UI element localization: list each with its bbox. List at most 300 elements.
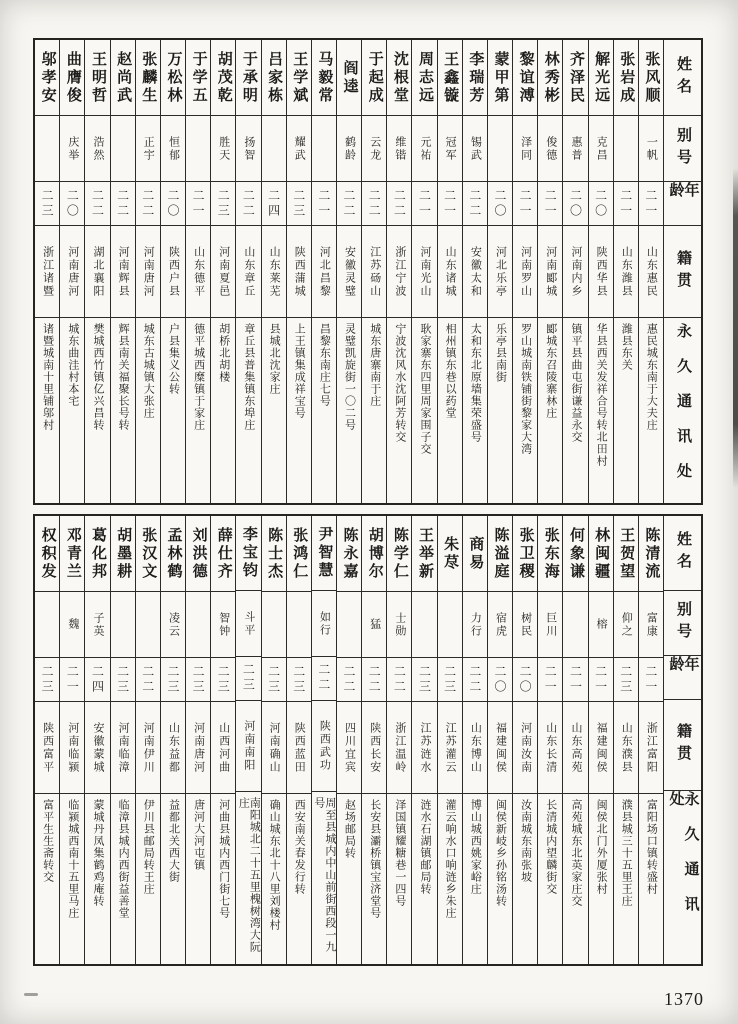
age-cell: 二二 (362, 182, 386, 226)
entry-column (438, 516, 463, 964)
name-cell: 陈永嘉 (337, 516, 361, 592)
name-cell: 张岩成 (614, 40, 638, 116)
origin-cell: 陕西户县 (161, 226, 185, 318)
origin-cell: 河南唐河 (186, 702, 210, 794)
name-cell: 邬孝安 (35, 40, 59, 116)
origin-cell: 河南唐河 (60, 226, 84, 318)
name-cell: 林闽疆 (589, 516, 613, 592)
header-alias: 别号 (664, 116, 701, 182)
age-cell: 二二 (387, 658, 411, 702)
alias-cell: 惠普 (563, 116, 587, 182)
address-cell: 唐河大河屯镇 (192, 799, 205, 871)
entry-column (111, 40, 136, 503)
age-cell: 二三 (614, 658, 638, 702)
age-cell: 二〇 (60, 182, 84, 226)
entry-column (161, 40, 186, 503)
entry-column (161, 516, 186, 964)
address-cell: 昌黎东南庄七号 (318, 323, 331, 407)
entry-column (387, 40, 412, 503)
address-cell: 高苑城东北英家庄交 (569, 799, 582, 907)
name-cell: 张卫稷 (513, 516, 537, 592)
name-cell: 吕家栋 (262, 40, 286, 116)
age-cell: 二二 (136, 182, 160, 226)
header-address: 永久通讯处 (675, 323, 691, 498)
age-cell: 二〇 (513, 658, 537, 702)
age-cell: 二〇 (488, 658, 512, 702)
age-cell: 二二 (387, 182, 411, 226)
address-cell: 益都北关西大街 (167, 799, 180, 883)
origin-cell: 河南唐河 (136, 226, 160, 318)
address-cell: 耿家寨东四里周家围子交 (419, 323, 432, 455)
entry-column (236, 516, 261, 964)
header-column (664, 40, 701, 503)
address-cell: 潍县东关 (620, 323, 633, 371)
name-cell: 曲膺俊 (60, 40, 84, 116)
name-cell: 张东海 (538, 516, 562, 592)
name-cell: 张鸿仁 (287, 516, 311, 592)
entry-column (287, 516, 312, 964)
age-cell: 二一 (412, 182, 436, 226)
origin-cell: 江苏涟水 (412, 702, 436, 794)
name-cell: 胡墨耕 (111, 516, 135, 592)
origin-cell: 山东益都 (161, 702, 185, 794)
name-cell: 于承明 (236, 40, 260, 116)
address-cell: 樊城西竹镇亿兴昌转 (91, 323, 104, 431)
header-column (664, 516, 701, 964)
age-cell: 二一 (60, 658, 84, 702)
age-cell: 二三 (111, 658, 135, 702)
entry-column (362, 40, 387, 503)
address-cell: 城东古城镇大张庄 (142, 323, 155, 419)
name-cell: 张麟生 (136, 40, 160, 116)
origin-cell: 福建闽侯 (488, 702, 512, 794)
age-cell: 二〇 (161, 182, 185, 226)
origin-cell: 江苏砀山 (362, 226, 386, 318)
entry-column (35, 516, 60, 964)
age-cell: 二一 (538, 658, 562, 702)
name-cell: 陈清流 (639, 516, 663, 592)
address-cell: 镇平县曲屯街谦益永交 (569, 323, 582, 443)
origin-cell: 河南确山 (262, 702, 286, 794)
entry-column (412, 40, 437, 503)
age-cell: 二一 (538, 182, 562, 226)
alias-cell: 猛 (362, 592, 386, 658)
origin-cell: 河南内乡 (563, 226, 587, 318)
name-cell: 齐泽民 (563, 40, 587, 116)
age-cell: 二三 (211, 182, 235, 226)
origin-cell: 陕西武功 (312, 701, 336, 792)
address-cell: 灌云响水口响涟乡朱庄 (444, 799, 457, 919)
entry-column (362, 516, 387, 964)
age-cell: 二〇 (563, 182, 587, 226)
origin-cell: 浙江宁波 (387, 226, 411, 318)
name-cell: 张风顺 (639, 40, 663, 116)
alias-cell (186, 592, 210, 658)
header-origin: 籍贯 (664, 226, 701, 318)
alias-cell: 俊德 (538, 116, 562, 182)
age-cell: 二三 (236, 657, 260, 701)
age-cell: 二三 (287, 182, 311, 226)
name-cell: 葛化邦 (85, 516, 109, 592)
entry-column (513, 40, 538, 503)
entry-column (614, 516, 639, 964)
alias-cell (412, 592, 436, 658)
entry-column (412, 516, 437, 964)
origin-cell: 河南郾城 (538, 226, 562, 318)
age-cell: 二三 (438, 658, 462, 702)
name-cell: 商易 (463, 516, 487, 592)
scan-corner-artifact (24, 993, 38, 996)
age-cell: 二二 (337, 658, 361, 702)
age-cell: 二一 (312, 182, 336, 226)
entry-column (312, 516, 337, 964)
address-cell: 长清城内望麟街交 (544, 799, 557, 895)
entry-column (211, 516, 236, 964)
age-cell: 二三 (262, 658, 286, 702)
alias-cell: 仰之 (614, 592, 638, 658)
alias-cell: 恒郁 (161, 116, 185, 182)
address-cell: 西安南关春发行转 (293, 799, 306, 895)
entry-column (513, 516, 538, 964)
origin-cell: 山东高苑 (563, 702, 587, 794)
entry-column (589, 516, 614, 964)
entry-column (287, 40, 312, 503)
origin-cell: 河南夏邑 (211, 226, 235, 318)
age-cell: 二二 (463, 658, 487, 702)
name-cell: 权积发 (35, 516, 59, 592)
entry-column (438, 40, 463, 503)
alias-cell: 力行 (463, 592, 487, 658)
name-cell: 陈学仁 (387, 516, 411, 592)
entry-column (186, 40, 211, 503)
address-cell: 太和东北原墙集荣盛号 (469, 323, 482, 443)
origin-cell: 安徽蒙城 (85, 702, 109, 794)
alias-cell: 鹤龄 (337, 116, 361, 182)
alias-cell: 榕 (589, 592, 613, 658)
origin-cell: 河南罗山 (513, 226, 537, 318)
address-cell: 乐亭县南街 (494, 323, 507, 383)
age-cell: 二〇 (488, 182, 512, 226)
age-cell: 二一 (438, 182, 462, 226)
alias-cell: 浩然 (85, 116, 109, 182)
address-cell: 博山城西姚家峪庄 (469, 799, 482, 895)
alias-cell: 锡武 (463, 116, 487, 182)
age-cell: 二二 (362, 658, 386, 702)
header-address: 永久通讯处 (667, 790, 699, 931)
name-cell: 赵尚武 (111, 40, 135, 116)
alias-cell: 一帆 (639, 116, 663, 182)
address-cell: 确山城东北十八里刘楼村 (268, 799, 281, 931)
name-cell: 于起成 (362, 40, 386, 116)
origin-cell: 山东长清 (538, 702, 562, 794)
name-cell: 张汉文 (136, 516, 160, 592)
name-cell: 王明哲 (85, 40, 109, 116)
alias-cell (488, 116, 512, 182)
entry-column (488, 516, 513, 964)
page-number: 1370 (664, 989, 704, 1009)
entry-column (387, 516, 412, 964)
address-cell: 泽国镇耀糖巷一四号 (393, 799, 406, 907)
address-cell: 相州镇东巷以药堂 (444, 323, 457, 419)
alias-cell (262, 592, 286, 658)
alias-cell: 树民 (513, 592, 537, 658)
alias-cell: 泽同 (513, 116, 537, 182)
entry-column (136, 40, 161, 503)
age-cell: 二三 (186, 658, 210, 702)
name-cell: 黎谊溥 (513, 40, 537, 116)
entry-column (639, 516, 664, 964)
name-cell: 王贺望 (614, 516, 638, 592)
entry-column (85, 40, 110, 503)
address-cell: 赵场邮局转 (343, 799, 356, 859)
age-cell: 二一 (186, 182, 210, 226)
entry-column (312, 40, 337, 503)
name-cell: 王举新 (412, 516, 436, 592)
age-cell: 二一 (614, 182, 638, 226)
origin-cell: 山西河曲 (211, 702, 235, 794)
header-name: 姓名 (664, 516, 701, 591)
origin-cell: 河南临颍 (60, 702, 84, 794)
entry-column (337, 516, 362, 964)
name-cell: 胡博尔 (362, 516, 386, 592)
origin-cell: 河北昌黎 (312, 226, 336, 318)
alias-cell: 凌云 (161, 592, 185, 658)
origin-cell: 福建闽侯 (589, 702, 613, 794)
alias-cell: 斗平 (236, 591, 260, 657)
address-cell: 闽侯北门外厦张村 (595, 799, 608, 895)
alias-cell (186, 116, 210, 182)
name-cell: 朱荩 (438, 516, 462, 592)
age-cell: 二一 (563, 658, 587, 702)
address-cell: 蒙城丹凤集鹤鸡庵转 (91, 799, 104, 907)
address-cell: 富平生生斋转交 (41, 799, 54, 883)
address-cell: 胡桥北胡楼 (217, 323, 230, 383)
name-cell: 于学五 (186, 40, 210, 116)
age-cell: 二三 (412, 658, 436, 702)
scan-edge-artifact (733, 168, 738, 488)
entry-column (60, 40, 85, 503)
alias-cell: 元祐 (412, 116, 436, 182)
entry-column (488, 40, 513, 503)
alias-cell (35, 116, 59, 182)
origin-cell: 江苏灌云 (438, 702, 462, 794)
origin-cell: 河北乐亭 (488, 226, 512, 318)
alias-cell (312, 116, 336, 182)
origin-cell: 山东德平 (186, 226, 210, 318)
origin-cell: 河南临漳 (111, 702, 135, 794)
entry-column (35, 40, 60, 503)
name-cell: 王鑫镟 (438, 40, 462, 116)
address-cell: 涟水石湖镇邮局转 (419, 799, 432, 895)
header-name: 姓名 (664, 40, 701, 116)
origin-cell: 山东博山 (463, 702, 487, 794)
origin-cell: 浙江诸暨 (35, 226, 59, 318)
origin-cell: 安徽太和 (463, 226, 487, 318)
age-cell: 二〇 (589, 182, 613, 226)
origin-cell: 河南南阳 (236, 701, 260, 792)
origin-cell: 山东潍县 (614, 226, 638, 318)
address-cell: 临漳县城内西街益善堂 (117, 799, 130, 919)
name-cell: 解光远 (589, 40, 613, 116)
entry-column (236, 40, 261, 503)
alias-cell: 魏 (60, 592, 84, 658)
alias-cell: 士勋 (387, 592, 411, 658)
age-cell: 二二 (85, 182, 109, 226)
address-cell: 城东曲洼村本宅 (66, 323, 79, 407)
address-cell: 诸暨城南十里铺邬村 (41, 323, 54, 431)
address-cell: 宁波沈风水沈阿芳转交 (393, 323, 406, 443)
age-cell: 二二 (463, 182, 487, 226)
name-cell: 邓青兰 (60, 516, 84, 592)
origin-cell: 河南辉县 (111, 226, 135, 318)
age-cell: 二三 (161, 658, 185, 702)
address-cell: 濮县城三十五里王庄 (620, 799, 633, 907)
address-cell: 河曲县城内西门街七号 (217, 799, 230, 919)
header-age: 年龄 (664, 182, 701, 226)
name-cell: 蒙甲第 (488, 40, 512, 116)
name-cell: 沈根堂 (387, 40, 411, 116)
origin-cell: 浙江温岭 (387, 702, 411, 794)
alias-cell: 正宇 (136, 116, 160, 182)
origin-cell: 山东濮县 (614, 702, 638, 794)
age-cell: 二三 (287, 658, 311, 702)
name-cell: 何象谦 (563, 516, 587, 592)
name-cell: 孟林鹤 (161, 516, 185, 592)
age-cell: 二三 (35, 182, 59, 226)
origin-cell: 河南汝南 (513, 702, 537, 794)
name-cell: 陈士杰 (262, 516, 286, 592)
address-cell: 灵璧凯旋街一〇二号 (343, 323, 356, 431)
age-cell: 二三 (35, 658, 59, 702)
entry-column (337, 40, 362, 503)
alias-cell: 冠军 (438, 116, 462, 182)
origin-cell: 河南伊川 (136, 702, 160, 794)
alias-cell (111, 116, 135, 182)
age-cell: 二二 (312, 657, 336, 701)
age-cell: 二一 (513, 182, 537, 226)
alias-cell: 维锴 (387, 116, 411, 182)
registry-table-top (33, 38, 703, 505)
origin-cell: 湖北襄阳 (85, 226, 109, 318)
name-cell: 马毅常 (312, 40, 336, 116)
entry-column (463, 516, 488, 964)
origin-cell: 陕西富平 (35, 702, 59, 794)
alias-cell: 扬智 (236, 116, 260, 182)
address-cell: 城东唐寨南于庄 (368, 323, 381, 407)
origin-cell: 山东惠民 (639, 226, 663, 318)
age-cell: 二二 (111, 182, 135, 226)
name-cell: 周志远 (412, 40, 436, 116)
entry-column (614, 40, 639, 503)
entry-column (589, 40, 614, 503)
address-cell: 华县西关发祥合号转北田村 (595, 323, 608, 467)
entry-column (563, 516, 588, 964)
name-cell: 尹智慧 (312, 516, 336, 591)
address-cell: 临颍城西南十五里马庄 (66, 799, 79, 919)
alias-cell (35, 592, 59, 658)
entry-column (211, 40, 236, 503)
entry-column (463, 40, 488, 503)
name-cell: 李瑞芳 (463, 40, 487, 116)
address-cell: 富阳场口镇转盛村 (645, 799, 658, 895)
age-cell: 二一 (639, 658, 663, 702)
origin-cell: 山东章丘 (236, 226, 260, 318)
age-cell: 二一 (639, 182, 663, 226)
name-cell: 阎逵 (337, 40, 361, 116)
alias-cell (337, 592, 361, 658)
header-origin: 籍贯 (664, 700, 701, 791)
address-cell: 惠民城东南于大夫庄 (645, 323, 658, 431)
name-cell: 陈溢庭 (488, 516, 512, 592)
alias-cell: 克昌 (589, 116, 613, 182)
address-cell: 汝南城东南张坡 (519, 799, 532, 883)
address-cell: 户县集义公转 (167, 323, 180, 395)
alias-cell: 巨川 (538, 592, 562, 658)
header-alias: 别号 (664, 591, 701, 656)
age-cell: 二四 (262, 182, 286, 226)
entry-column (186, 516, 211, 964)
alias-cell: 子英 (85, 592, 109, 658)
address-cell: 长安县灞桥镇宝济堂号 (368, 799, 381, 919)
age-cell: 二三 (211, 658, 235, 702)
origin-cell: 山东诸城 (438, 226, 462, 318)
alias-cell: 智钟 (211, 592, 235, 658)
alias-cell (438, 592, 462, 658)
name-cell: 万松林 (161, 40, 185, 116)
age-cell: 二一 (589, 658, 613, 702)
alias-cell (287, 592, 311, 658)
origin-cell: 陕西蓝田 (287, 702, 311, 794)
entry-column (262, 40, 287, 503)
alias-cell: 如行 (312, 591, 336, 657)
address-cell: 罗山城南铁铺街黎家大湾 (519, 323, 532, 455)
name-cell: 刘洪德 (186, 516, 210, 592)
origin-cell: 河南光山 (412, 226, 436, 318)
alias-cell: 富康 (639, 592, 663, 658)
name-cell: 李宝钧 (236, 516, 260, 591)
age-cell: 二二 (337, 182, 361, 226)
address-cell: 辉县南关福聚长号转 (117, 323, 130, 431)
age-cell: 二四 (85, 658, 109, 702)
name-cell: 林秀彬 (538, 40, 562, 116)
origin-cell: 四川宜宾 (337, 702, 361, 794)
name-cell: 薛仕齐 (211, 516, 235, 592)
alias-cell (136, 592, 160, 658)
alias-cell: 庆举 (60, 116, 84, 182)
origin-cell: 山东莱芜 (262, 226, 286, 318)
entry-column (60, 516, 85, 964)
address-cell: 闽侯新岐乡孙铭汤转 (494, 799, 507, 907)
entry-column (563, 40, 588, 503)
origin-cell: 陕西蒲城 (287, 226, 311, 318)
address-cell: 郾城东召陵寨林庄 (544, 323, 557, 419)
address-cell: 上王镇集成祥宝号 (293, 323, 306, 419)
address-cell: 德平城西糜镇于家庄 (192, 323, 205, 431)
address-cell: 伊川县邮局转王庄 (142, 799, 155, 895)
entry-column (111, 516, 136, 964)
alias-cell (614, 116, 638, 182)
alias-cell: 宿虎 (488, 592, 512, 658)
entry-column (538, 40, 563, 503)
age-cell: 二二 (236, 182, 260, 226)
entry-column (639, 40, 664, 503)
address-cell: 周至县城内中山前街西段一九号 (312, 797, 336, 954)
origin-cell: 陕西华县 (589, 226, 613, 318)
alias-cell (262, 116, 286, 182)
age-cell: 二二 (136, 658, 160, 702)
address-cell: 章丘县普集镇东埠庄 (242, 323, 255, 431)
alias-cell: 耀武 (287, 116, 311, 182)
